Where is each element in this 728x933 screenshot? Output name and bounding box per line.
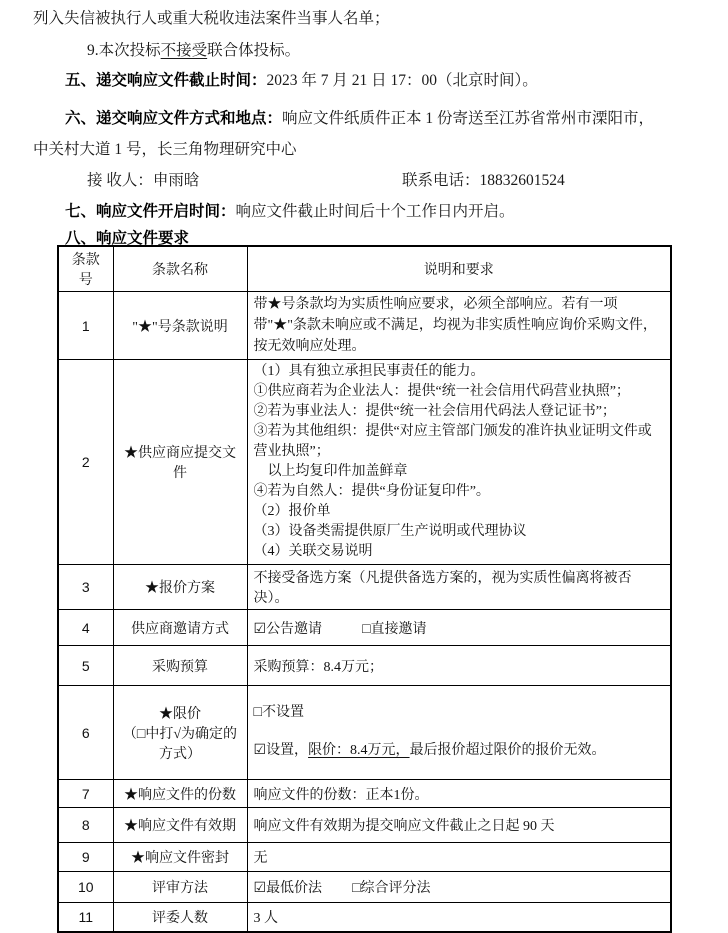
- row4-option-1-label: 公告邀请: [266, 621, 323, 637]
- row4-name: 供应商邀请方式: [113, 610, 247, 646]
- clause9-post: 联合体投标。: [207, 42, 301, 59]
- section-6-delivery: [65, 108, 654, 130]
- row4-option-2-label: 直接邀请: [370, 621, 427, 637]
- row6-option-2-post: 最后报价超过限价的报价无效。: [409, 742, 606, 758]
- address-line: 中关村大道 1 号，长三角物理研究中心: [33, 141, 297, 158]
- row6-option-1-label: 不设置: [261, 704, 304, 720]
- clause9-pre: 9.本次投标: [87, 42, 161, 59]
- checkbox-unchecked-icon: □: [352, 881, 361, 896]
- row2-line: （4）关联交易说明: [253, 544, 373, 559]
- row6-name-line1: ★限价: [159, 706, 201, 722]
- table-row-2: [58, 360, 671, 565]
- table-row-9: [58, 843, 671, 872]
- row7-name: ★响应文件的份数: [113, 780, 247, 808]
- row10-name: 评审方法: [113, 872, 247, 903]
- header-clause-name: 条款名称: [113, 246, 247, 292]
- row8-name: ★响应文件有效期: [113, 808, 247, 843]
- section-5-deadline: [65, 70, 538, 92]
- section-8-title: 八、响应文件要求: [65, 230, 190, 247]
- checkbox-checked-icon: ☑: [253, 621, 267, 637]
- row5-name: 采购预算: [113, 646, 247, 686]
- row2-line: ②若为事业法人：提供“统一社会信用代码法人登记证书”；: [253, 404, 616, 419]
- row6-no: 6: [58, 686, 113, 780]
- recipient-line: 接 收人：申雨晗: [87, 172, 200, 189]
- section-7-text: 响应文件截止时间后十个工作日内开启。: [235, 203, 515, 220]
- section-6-title: 六、递交响应文件方式和地点：: [65, 110, 283, 127]
- row6-name: [113, 686, 247, 780]
- section-7-opening: [65, 201, 515, 223]
- row3-no: 3: [58, 565, 113, 610]
- section-5-title: 五、递交响应文件截止时间：: [65, 72, 267, 89]
- row7-content: 响应文件的份数：正本1份。: [247, 780, 671, 808]
- row9-no: 9: [58, 843, 113, 872]
- checkbox-checked-icon: ☑: [253, 742, 267, 758]
- row2-content: [247, 360, 671, 565]
- table-row-4: [58, 610, 671, 646]
- row2-line: ①供应商若为企业法人：提供“统一社会信用代码营业执照”；: [253, 384, 630, 399]
- row11-name: 评委人数: [113, 903, 247, 932]
- row6-content: [247, 686, 671, 780]
- table-row-3: [58, 565, 671, 610]
- row2-no: 2: [58, 360, 113, 565]
- row1-name: "★"号条款说明: [113, 292, 247, 360]
- row9-content: 无: [247, 843, 671, 872]
- table-row-8: [58, 808, 671, 843]
- row2-line: （2）报价单: [253, 504, 331, 519]
- row3-content: 不接受备选方案（凡提供备选方案的，视为实质性偏离将被否决）。: [247, 565, 671, 610]
- row9-name: ★响应文件密封: [113, 843, 247, 872]
- table-row-11: [58, 903, 671, 932]
- row11-no: 11: [58, 903, 113, 932]
- row10-content: [247, 872, 671, 903]
- checkbox-unchecked-icon: □: [253, 704, 262, 720]
- row4-no: 4: [58, 610, 113, 646]
- row6-option-2-pre: 设置，: [266, 742, 309, 758]
- row10-option-1-label: 最低价法: [266, 881, 323, 896]
- row6-name-line2: （□中打√为确定的方式）: [122, 726, 238, 762]
- table-row-5: [58, 646, 671, 686]
- row2-line: ③若为其他组织：提供“对应主管部门颁发的准许执业证明文件或营业执照”；: [253, 424, 652, 459]
- contact-phone-line: 联系电话：18832601524: [402, 172, 565, 189]
- row8-content: 响应文件有效期为提交响应文件截止之日起 90 天: [247, 808, 671, 843]
- row1-content: 带★号条款均为实质性响应要求，必须全部响应。若有一项带"★"条款未响应或不满足，均视为非实质性响应询价采购文件，按无效响应处理。: [247, 292, 671, 360]
- header-description: 说明和要求: [247, 246, 671, 292]
- checkbox-checked-icon: ☑: [253, 881, 267, 896]
- table-row-6: [58, 686, 671, 780]
- row2-line: （1）具有独立承担民事责任的能力。: [253, 364, 485, 379]
- intro-continuation-line: 列入失信被执行人或重大税收违法案件当事人名单；: [33, 10, 390, 27]
- table-row-10: [58, 872, 671, 903]
- row10-option-2-label: 综合评分法: [360, 881, 431, 896]
- row5-no: 5: [58, 646, 113, 686]
- table-row-7: [58, 780, 671, 808]
- row2-line: 以上均复印件加盖鲜章: [253, 464, 408, 479]
- intro-clause-9: [87, 40, 300, 62]
- row2-line: ④若为自然人：提供“身份证复印件”。: [253, 484, 490, 499]
- row2-name: ★供应商应提交文件: [113, 360, 247, 565]
- header-clause-no: 条款号: [58, 246, 113, 292]
- section-5-text: 2023 年 7 月 21 日 17：00（北京时间）。: [266, 72, 538, 89]
- clause9-underlined: 不接受: [160, 42, 208, 59]
- row7-no: 7: [58, 780, 113, 808]
- checkbox-unchecked-icon: □: [362, 621, 371, 637]
- row1-no: 1: [58, 292, 113, 360]
- row4-content: [247, 610, 671, 646]
- row11-content: 3 人: [247, 903, 671, 932]
- row10-no: 10: [58, 872, 113, 903]
- requirements-table: [57, 245, 672, 933]
- table-header-row: [58, 246, 671, 292]
- section-7-title: 七、响应文件开启时间：: [65, 203, 236, 220]
- section-6-text: 响应文件纸质件正本 1 份寄送至江苏省常州市溧阳市，: [282, 110, 655, 127]
- row2-line: （3）设备类需提供原厂生产说明或代理协议: [253, 524, 527, 539]
- row6-limit-underlined: 限价：8.4万元，: [308, 742, 410, 758]
- row3-name: ★报价方案: [113, 565, 247, 610]
- table-row-1: [58, 292, 671, 360]
- row8-no: 8: [58, 808, 113, 843]
- row5-content: 采购预算：8.4万元；: [247, 646, 671, 686]
